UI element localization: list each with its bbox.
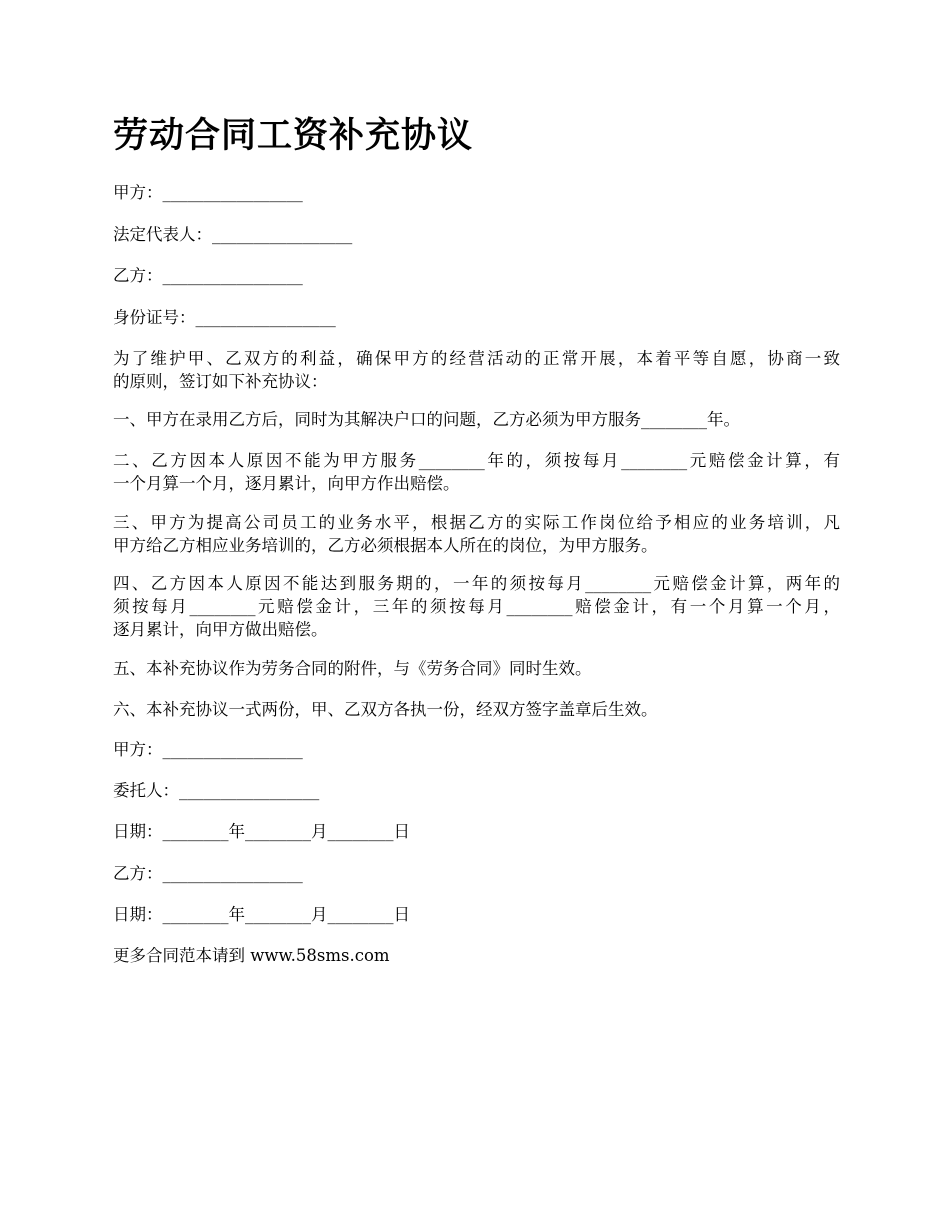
legal-representative-field: 法定代表人：_________________	[113, 225, 353, 244]
signature-date-b: 日期：________年________月________日	[113, 905, 410, 924]
clause-5: 五、本补充协议作为劳务合同的附件，与《劳务合同》同时生效。	[113, 659, 592, 678]
preamble-line-2: 的原则，签订如下补充协议：	[113, 372, 328, 391]
clause-3	[113, 511, 840, 557]
footer-website-note: 更多合同范本请到 www.58sms.com	[113, 946, 390, 965]
party-b-field: 乙方：_________________	[113, 266, 303, 285]
signature-party-b: 乙方：_________________	[113, 864, 303, 883]
clause-2-line-2: 一个月算一个月，逐月累计，向甲方作出赔偿。	[113, 474, 460, 493]
clause-2-line-1: 二、乙方因本人原因不能为甲方服务________年的，须按每月________元赔偿金计算，有	[113, 451, 840, 470]
clause-4	[113, 572, 840, 641]
id-number-field: 身份证号：_________________	[113, 308, 336, 327]
clause-2	[113, 449, 840, 495]
party-a-field: 甲方：_________________	[113, 183, 303, 202]
signature-agent: 委托人：_________________	[113, 781, 320, 800]
clause-4-line-3: 逐月累计，向甲方做出赔偿。	[113, 620, 328, 639]
clause-6: 六、本补充协议一式两份，甲、乙双方各执一份，经双方签字盖章后生效。	[113, 700, 658, 719]
clause-3-line-1: 三、甲方为提高公司员工的业务水平，根据乙方的实际工作岗位给予相应的业务培训，凡	[113, 513, 840, 532]
document-title: 劳动合同工资补充协议	[113, 116, 474, 156]
signature-date-a: 日期：________年________月________日	[113, 822, 410, 841]
signature-party-a: 甲方：_________________	[113, 740, 303, 759]
preamble-paragraph	[113, 347, 840, 393]
clause-3-line-2: 甲方给乙方相应业务培训的，乙方必须根据本人所在的岗位，为甲方服务。	[113, 536, 658, 555]
clause-4-line-2: 须按每月________元赔偿金计，三年的须按每月________赔偿金计，有一个月算一个月，	[113, 597, 840, 616]
clause-1: 一、甲方在录用乙方后，同时为其解决户口的问题，乙方必须为甲方服务________年。	[113, 410, 740, 429]
preamble-line-1: 为了维护甲、乙双方的利益，确保甲方的经营活动的正常开展，本着平等自愿，协商一致	[113, 349, 840, 368]
clause-4-line-1: 四、乙方因本人原因不能达到服务期的，一年的须按每月________元赔偿金计算，两年的	[113, 574, 840, 593]
